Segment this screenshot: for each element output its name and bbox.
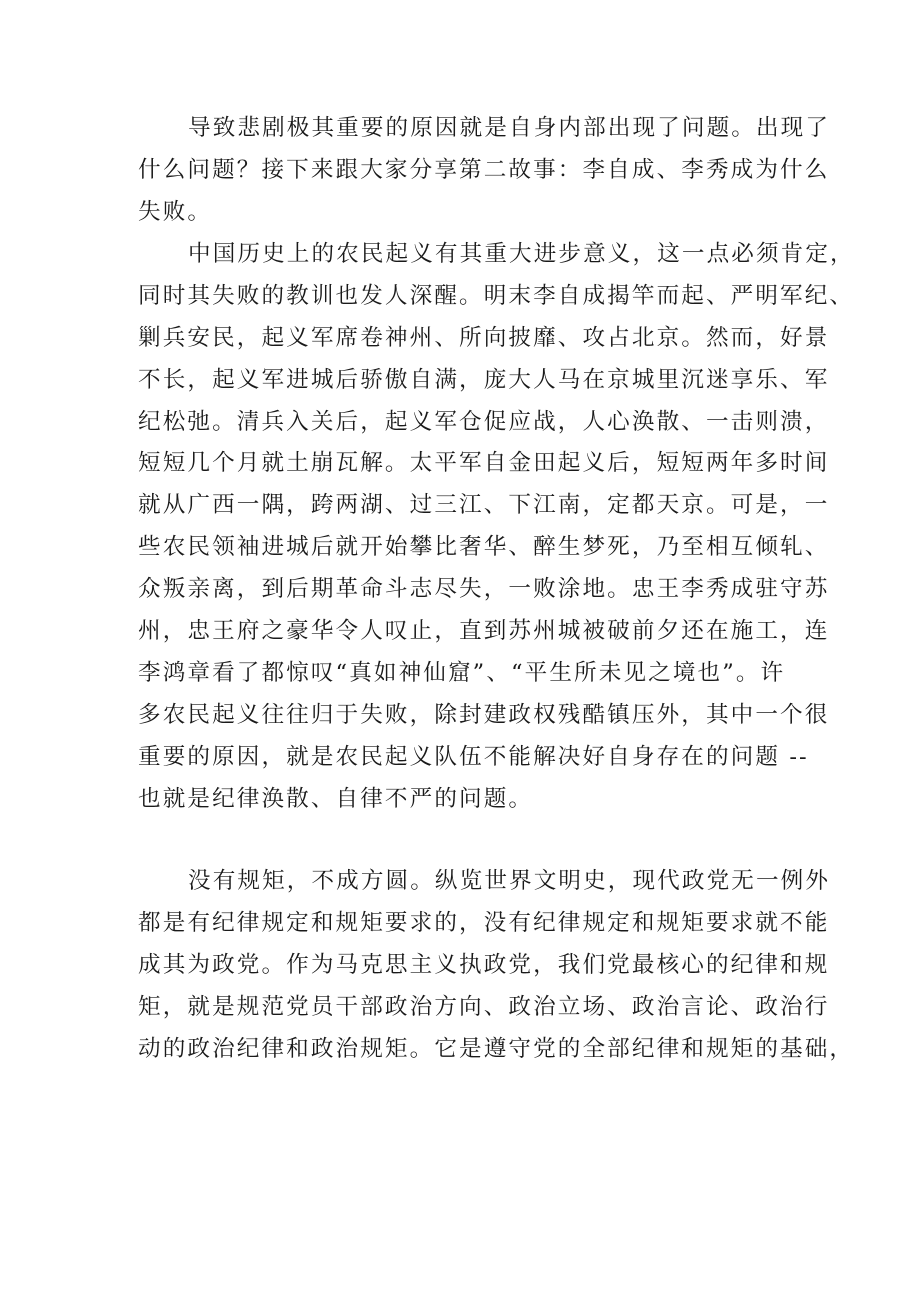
paragraph-line: 都是有纪律规定和规矩要求的，没有纪律规定和规矩要求就不能	[138, 909, 830, 936]
paragraph-line: 失败。	[138, 198, 213, 225]
paragraph-line: 没有规矩，不成方圆。纵览世界文明史，现代政党无一例外	[188, 868, 831, 894]
paragraph-line: 短短几个月就土崩瓦解。太平军自金田起义后，短短两年多时间	[138, 450, 830, 477]
paragraph-line: 李鸿章看了都惊叹“真如神仙窟”、“平生所未见之境也”。许	[138, 659, 786, 686]
paragraph-line: 纪松弛。清兵入关后，起义军仓促应战，人心涣散、一击则溃，	[138, 408, 830, 435]
paragraph-line: 剿兵安民，起义军席卷神州、所向披靡、攻占北京。然而，好景	[138, 324, 830, 351]
paragraph-2	[138, 234, 855, 820]
paragraph-line: 动的政治纪律和政治规矩。它是遵守党的全部纪律和规矩的基础，	[138, 1035, 855, 1062]
paragraph-line: 些农民领袖进城后就开始攀比奢华、醉生梦死，乃至相互倾轧、	[138, 534, 830, 561]
paragraph-line: 州，忠王府之豪华令人叹止，直到苏州城被破前夕还在施工，连	[138, 618, 830, 645]
paragraph-line: 什么问题？接下来跟大家分享第二故事：李自成、李秀成为什么	[138, 156, 830, 183]
paragraph-line: 中国历史上的农民起义有其重大进步意义，这一点必须肯定，	[188, 241, 855, 267]
paragraph-line: 众叛亲离，到后期革命斗志尽失，一败涂地。忠王李秀成驻守苏	[138, 576, 830, 603]
paragraph-line: 多农民起义往往归于失败，除封建政权残酷镇压外，其中一个很	[138, 701, 830, 728]
paragraph-line: 重要的原因，就是农民起义队伍不能解决好自身存在的问题 --	[138, 743, 809, 770]
paragraph-3	[138, 861, 854, 1070]
paragraph-line: 不长，起义军进城后骄傲自满，庞大人马在京城里沉迷享乐、军	[138, 366, 830, 393]
paragraph-line: 就从广西一隅，跨两湖、过三江、下江南，定都天京。可是，一	[138, 492, 830, 519]
paragraph-line: 也就是纪律涣散、自律不严的问题。	[138, 785, 534, 812]
paragraph-1	[138, 108, 830, 234]
paragraph-line: 同时其失败的教训也发人深醒。明末李自成揭竿而起、严明军纪、	[138, 282, 855, 309]
paragraph-line: 矩，就是规范党员干部政治方向、政治立场、政治言论、政治行	[138, 993, 830, 1020]
paragraph-line: 导致悲剧极其重要的原因就是自身内部出现了问题。出现了	[188, 115, 831, 141]
paragraph-line: 成其为政党。作为马克思主义执政党，我们党最核心的纪律和规	[138, 951, 830, 978]
